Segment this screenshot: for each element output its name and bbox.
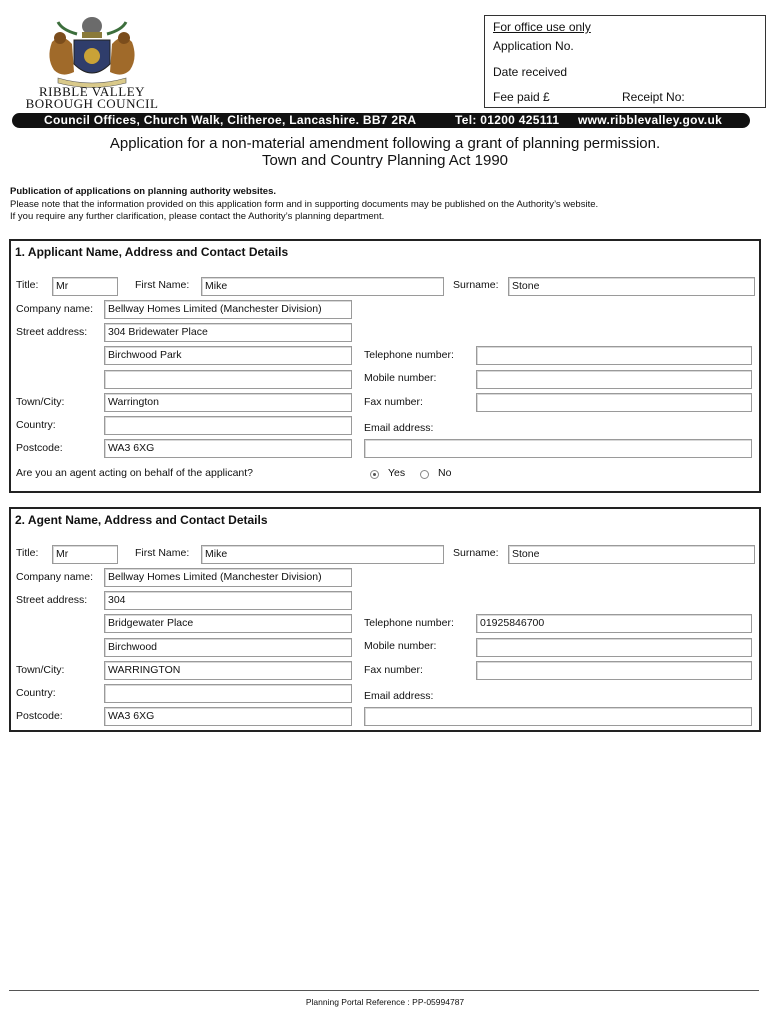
email-label: Email address:: [364, 422, 434, 434]
agent-street-3-field[interactable]: Birchwood: [104, 638, 352, 657]
agent-fax-field[interactable]: [476, 661, 752, 680]
form-subtitle: Town and Country Planning Act 1990: [262, 152, 508, 169]
mobile-label: Mobile number:: [364, 640, 437, 652]
applicant-email-field[interactable]: [364, 439, 752, 458]
surname-label: Surname:: [453, 279, 499, 291]
council-telephone: Tel: 01200 425111: [455, 113, 560, 127]
agent-street-2-field[interactable]: Bridgewater Place: [104, 614, 352, 633]
company-name-label: Company name:: [16, 303, 94, 315]
street-address-label: Street address:: [16, 594, 88, 606]
street-address-label: Street address:: [16, 326, 88, 338]
agent-company-field[interactable]: Bellway Homes Limited (Manchester Division): [104, 568, 352, 587]
applicant-section-title: 1. Applicant Name, Address and Contact Details: [15, 245, 289, 259]
publication-note: Please note that the information provided on this application form and in supporting documents may be published on the Authority’s website.: [10, 199, 599, 210]
council-name-line2: BOROUGH COUNCIL: [25, 96, 159, 111]
agent-postcode-field[interactable]: WA3 6XG: [104, 707, 352, 726]
council-contact-bar: [12, 113, 750, 128]
agent-country-field[interactable]: [104, 684, 352, 703]
applicant-section: [9, 239, 761, 493]
agent-question: Are you an agent acting on behalf of the applicant?: [16, 467, 254, 479]
applicant-mobile-field[interactable]: [476, 370, 752, 389]
agent-yes-label: Yes: [388, 467, 406, 479]
agent-no-label: No: [438, 467, 452, 479]
agent-title-field[interactable]: Mr: [52, 545, 118, 564]
postcode-label: Postcode:: [16, 710, 63, 722]
applicant-telephone-field[interactable]: [476, 346, 752, 365]
agent-telephone-field[interactable]: 01925846700: [476, 614, 752, 633]
council-name: [22, 86, 162, 110]
town-city-label: Town/City:: [16, 664, 65, 676]
applicant-street-2-field[interactable]: Birchwood Park: [104, 346, 352, 365]
town-city-label: Town/City:: [16, 396, 65, 408]
applicant-fax-field[interactable]: [476, 393, 752, 412]
office-use-title: For office use only: [493, 20, 591, 34]
country-label: Country:: [16, 687, 56, 699]
fee-paid-label: Fee paid £: [493, 90, 550, 104]
telephone-label: Telephone number:: [364, 617, 454, 629]
email-label: Email address:: [364, 690, 434, 702]
agent-surname-field[interactable]: Stone: [508, 545, 755, 564]
surname-label: Surname:: [453, 547, 499, 559]
footer-divider: [9, 990, 759, 991]
fax-label: Fax number:: [364, 664, 423, 676]
applicant-town-field[interactable]: Warrington: [104, 393, 352, 412]
council-website: www.ribblevalley.gov.uk: [578, 113, 723, 127]
applicant-street-3-field[interactable]: [104, 370, 352, 389]
publication-clarification: If you require any further clarification, please contact the Authority’s planning department.: [10, 211, 385, 222]
receipt-no-label: Receipt No:: [622, 90, 685, 104]
agent-email-field[interactable]: [364, 707, 752, 726]
publication-heading: Publication of applications on planning authority websites.: [10, 186, 277, 197]
applicant-surname-field[interactable]: Stone: [508, 277, 755, 296]
council-address: Council Offices, Church Walk, Clitheroe, Lancashire. BB7 2RA: [44, 113, 417, 127]
company-name-label: Company name:: [16, 571, 94, 583]
agent-section-title: 2. Agent Name, Address and Contact Details: [15, 513, 268, 527]
applicant-title-field[interactable]: Mr: [52, 277, 118, 296]
council-name-line1: RIBBLE VALLEY: [38, 84, 146, 99]
date-received-label: Date received: [493, 65, 568, 79]
postcode-label: Postcode:: [16, 442, 63, 454]
country-label: Country:: [16, 419, 56, 431]
applicant-country-field[interactable]: [104, 416, 352, 435]
title-label: Title:: [16, 547, 39, 559]
applicant-postcode-field[interactable]: WA3 6XG: [104, 439, 352, 458]
applicant-street-1-field[interactable]: 304 Bridewater Place: [104, 323, 352, 342]
agent-street-1-field[interactable]: 304: [104, 591, 352, 610]
office-use-box: [484, 15, 766, 108]
telephone-label: Telephone number:: [364, 349, 454, 361]
planning-portal-reference: Planning Portal Reference : PP-05994787: [305, 997, 465, 1007]
agent-no-radio[interactable]: [420, 470, 429, 479]
fax-label: Fax number:: [364, 396, 423, 408]
agent-first-name-field[interactable]: Mike: [201, 545, 444, 564]
first-name-label: First Name:: [135, 279, 190, 291]
mobile-label: Mobile number:: [364, 372, 437, 384]
agent-section: [9, 507, 761, 732]
title-label: Title:: [16, 279, 39, 291]
application-no-label: Application No.: [493, 39, 574, 53]
first-name-label: First Name:: [135, 547, 190, 559]
applicant-first-name-field[interactable]: Mike: [201, 277, 444, 296]
agent-town-field[interactable]: WARRINGTON: [104, 661, 352, 680]
applicant-company-field[interactable]: Bellway Homes Limited (Manchester Division): [104, 300, 352, 319]
agent-yes-radio[interactable]: [370, 470, 379, 479]
form-title: Application for a non-material amendment following a grant of planning permission.: [109, 135, 661, 152]
agent-mobile-field[interactable]: [476, 638, 752, 657]
